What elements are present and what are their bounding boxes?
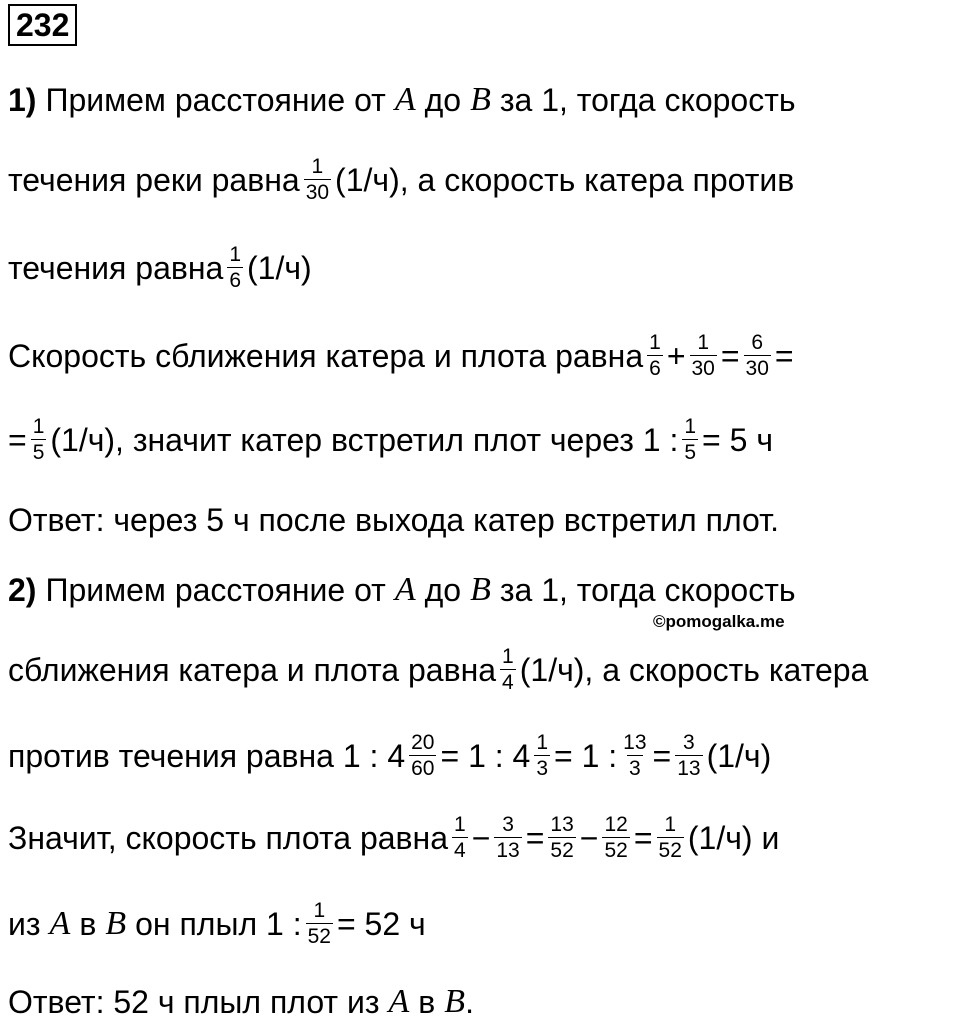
- p2-line-4: [8, 808, 779, 868]
- equals-sign: =: [633, 819, 653, 856]
- var-b: B: [470, 571, 491, 608]
- fraction: $\frac{1}{52}$: [307, 898, 331, 948]
- p2-line-3: [8, 726, 771, 786]
- text: он плыл 1 :: [135, 905, 302, 942]
- var-a: A: [49, 905, 71, 942]
- text: за 1, тогда скорость: [499, 81, 796, 118]
- answer-text: Ответ: 52 ч плыл плот из: [8, 983, 380, 1020]
- text: (1/ч): [706, 737, 772, 774]
- equals-sign: =: [652, 737, 672, 774]
- text: (1/ч), а скорость катера: [519, 651, 869, 688]
- answer-text: Ответ: через 5 ч после выхода катер встретил плот.: [8, 501, 780, 538]
- minus-sign: −: [579, 819, 599, 856]
- var-b: B: [105, 905, 127, 942]
- fraction: $\frac{3}{13}$: [677, 730, 701, 780]
- p2-answer: [8, 972, 474, 1032]
- var-b: B: [470, 81, 491, 118]
- equals-sign: =: [774, 337, 794, 374]
- fraction: $\frac{12}{52}$: [604, 812, 628, 862]
- p1-line-2: [8, 150, 794, 210]
- text: = 1 : 4: [440, 737, 531, 774]
- text: из: [8, 905, 41, 942]
- text: (1/ч) и: [687, 819, 780, 856]
- fraction: $\frac{1}{5}$: [684, 414, 697, 464]
- var-a: A: [394, 81, 416, 118]
- text: = 52 ч: [336, 905, 426, 942]
- text: против течения равна 1 : 4: [8, 737, 406, 774]
- equals-sign: =: [525, 819, 545, 856]
- answer-text: в: [418, 983, 436, 1020]
- fraction: $\frac{3}{13}$: [496, 812, 520, 862]
- var-a: A: [388, 983, 410, 1020]
- text: течения реки равна: [8, 161, 300, 198]
- text: Скорость сближения катера и плота равна: [8, 337, 644, 374]
- p2-line-1: [8, 560, 796, 620]
- text: (1/ч), а скорость катера против: [335, 161, 795, 198]
- fraction: $\frac{13}{3}$: [623, 730, 647, 780]
- p2-label: 2): [8, 571, 37, 608]
- text: (1/ч): [247, 249, 312, 286]
- text: до: [424, 571, 462, 608]
- text: Примем расстояние от: [45, 81, 386, 118]
- text: (1/ч), значит катер встретил плот через 1 :: [50, 421, 679, 458]
- fraction: $\frac{20}{60}$: [411, 730, 435, 780]
- fraction: $\frac{1}{52}$: [658, 812, 682, 862]
- p2-line-2: [8, 640, 868, 700]
- fraction: $\frac{1}{30}$: [691, 330, 715, 380]
- fraction: $\frac{1}{6}$: [229, 242, 242, 292]
- p2-line-5: [8, 894, 426, 954]
- fraction: $\frac{13}{52}$: [550, 812, 574, 862]
- text: течения равна: [8, 249, 224, 286]
- text: = 5 ч: [702, 421, 773, 458]
- p1-label: 1): [8, 81, 37, 118]
- watermark: ©pomogalka.me: [653, 612, 785, 631]
- fraction: $\frac{1}{4}$: [454, 812, 466, 862]
- p1-line-5: [8, 410, 773, 470]
- problem-number: 232: [8, 4, 77, 46]
- period: .: [465, 983, 474, 1020]
- p1-line-1: [8, 70, 796, 130]
- p1-line-3: [8, 238, 312, 298]
- fraction: $\frac{1}{6}$: [649, 330, 661, 380]
- p1-line-4: [8, 326, 794, 386]
- fraction: $\frac{6}{30}$: [745, 330, 769, 380]
- plus-sign: +: [666, 337, 686, 374]
- text: = 1 :: [554, 737, 618, 774]
- fraction: $\frac{1}{4}$: [502, 644, 514, 694]
- fraction: $\frac{1}{3}$: [536, 730, 549, 780]
- equals-sign: =: [8, 421, 27, 458]
- var-a: A: [394, 571, 416, 608]
- fraction: $\frac{1}{5}$: [32, 414, 45, 464]
- equals-sign: =: [720, 337, 740, 374]
- text: в: [79, 905, 97, 942]
- p1-answer: [8, 490, 779, 550]
- text: Примем расстояние от: [45, 571, 386, 608]
- var-b: B: [444, 983, 466, 1020]
- text: за 1, тогда скорость: [499, 571, 796, 608]
- text: сближения катера и плота равна: [8, 651, 497, 688]
- fraction: $\frac{1}{30}$: [305, 154, 330, 204]
- minus-sign: −: [471, 819, 491, 856]
- text: Значит, скорость плота равна: [8, 819, 448, 856]
- text: до: [424, 81, 462, 118]
